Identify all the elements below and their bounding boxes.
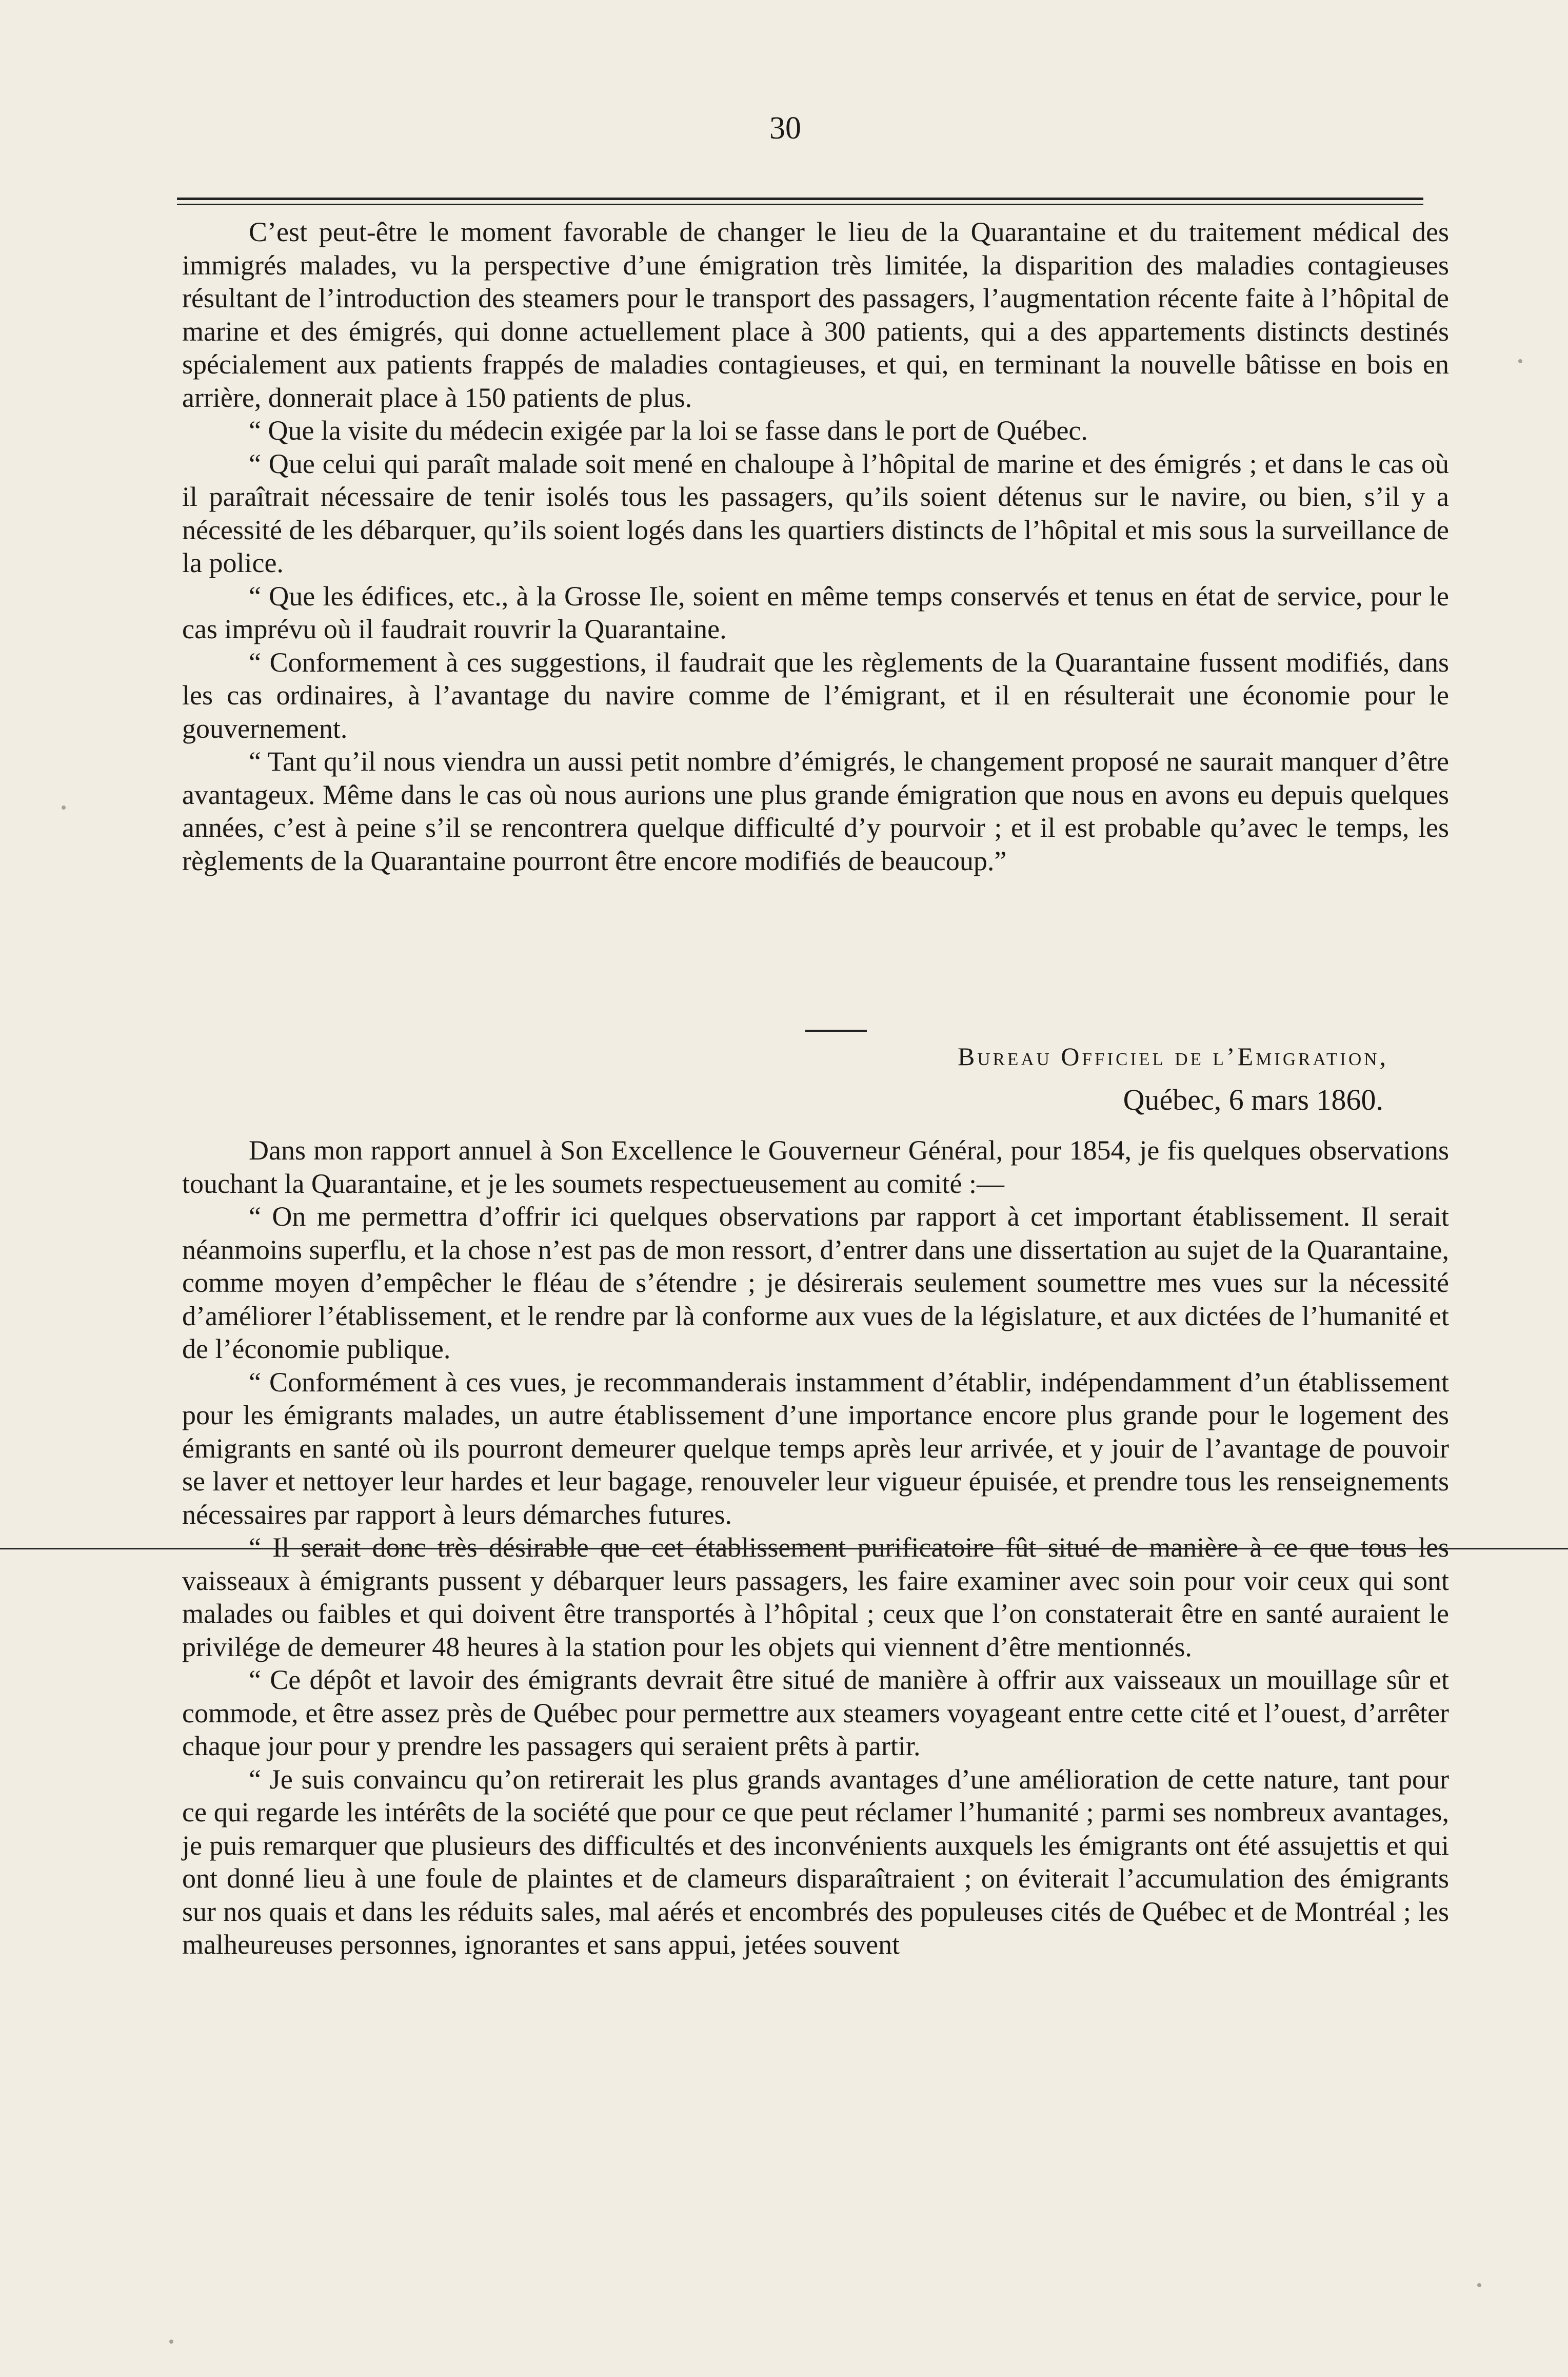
paragraph: “ Tant qu’il nous viendra un aussi petit nombre d’émigrés, le changement proposé ne saurait manquer d’être avantageux. Même dans le cas où nous aurions une plus grande émigration que nous en avons eu depuis quelques années, c’est à peine s’il se rencontrera quelque difficulté d’y pourvoir ; et il est probable qu’avec le temps, les règlements de la Quarantaine pourront être encore modifiés de beaucoup.” [182,746,1449,876]
section-divider [805,1030,867,1032]
paragraph: “ Que celui qui paraît malade soit mené en chaloupe à l’hôpital de marine et des émigrés ; et dans le cas où il paraîtrait nécessaire de tenir isolés tous les passagers, qu’ils soient détenus sur le navire, ou bien, s’il y a nécessité de les débarquer, qu’ils soient logés dans les quartiers distincts de l’hôpital et mis sous la surveillance de la police. [182,448,1449,578]
paragraph: “ Que la visite du médecin exigée par la loi se fasse dans le port de Québec. [249,415,1088,446]
scan-artifact-line [0,1548,1568,1549]
scan-speck [169,2340,173,2344]
paragraph: “ On me permettra d’offrir ici quelques observations par rapport à cet important établissement. Il serait néanmoins superflu, et la chose n’est pas de mon ressort, d’entrer dans une dissertation au sujet de la Quarantaine, comme moyen d’empêcher le fléau de s’étendre ; je désirerais seulement soumettre mes vues sur la nécessité d’améliorer l’établissement, et le rendre par là conforme aux vues de la législature, et aux dictées de l’humanité et de l’économie publique. [182,1201,1449,1364]
signature-bureau: Bureau Officiel de l’Emigration, [958,1042,1388,1071]
scan-speck [62,806,66,810]
header-rule-thick [177,198,1423,200]
paragraph: “ Que les édifices, etc., à la Grosse Ile, soient en même temps conservés et tenus en état de service, pour le cas imprévu où il faudrait rouvrir la Quarantaine. [182,580,1449,644]
scan-speck [1477,2283,1481,2287]
paragraph: “ Il serait donc très désirable que cet établissement purificatoire fût situé de manière à ce que tous les vaisseaux à émigrants pussent y débarquer leurs passagers, les faire examiner avec soin pour voir ceux qui sont malades ou faibles et qui doivent être transportés à l’hôpital ; ceux que l’on constaterait être en santé auraient le privilége de demeurer 48 heures à la station pour les objets qui viennent d’être mentionnés. [182,1532,1449,1662]
paragraph: “ Conformement à ces suggestions, il faudrait que les règlements de la Quarantaine fussent modifiés, dans les cas ordinaires, à l’avantage du navire comme de l’émigrant, et il en résulterait une économie pour le gouvernement. [182,646,1449,744]
section-1-text [182,215,1449,877]
paragraph: Dans mon rapport annuel à Son Excellence le Gouverneur Général, pour 1854, je fis quelques observations touchant la Quarantaine, et je les soumets respectueusement au comité :— [182,1135,1449,1199]
header-rule-thin [177,204,1423,205]
scan-speck [1518,359,1522,363]
signature-dateline: Québec, 6 mars 1860. [1123,1083,1383,1116]
paragraph: “ Ce dépôt et lavoir des émigrants devrait être situé de manière à offrir aux vaisseaux un mouillage sûr et commode, et être assez près de Québec pour permettre aux steamers voyageant entre cette cité et l’ouest, d’arrêter chaque jour pour y prendre les passagers qui seraient prêts à partir. [182,1664,1449,1761]
paragraph: C’est peut-être le moment favorable de changer le lieu de la Quarantaine et du traitement médical des immigrés malades, vu la perspective d’une émigration très limitée, la disparition des maladies contagieuses résultant de l’introduction des steamers pour le transport des passagers, l’augmentation récente faite à l’hôpital de marine et des émigrés, qui donne actuellement place à 300 patients, qui a des appartements distincts destinés spécialement aux patients frappés de maladies contagieuses, et qui, en terminant la nouvelle bâtisse en bois en arrière, donnerait place à 150 patients de plus. [182,217,1449,413]
page-number: 30 [769,111,801,146]
paragraph: “ Conformément à ces vues, je recommanderais instamment d’établir, indépendamment d’un établissement pour les émigrants malades, un autre établissement d’une importance encore plus grande pour le logement des émigrants en santé où ils pourront demeurer quelque temps après leur arrivée, et y jouir de l’avantage de pouvoir se laver et nettoyer leur hardes et leur bagage, renouveler leur vigueur épuisée, et prendre tous les renseignements nécessaires par rapport à leurs démarches futures. [182,1366,1449,1530]
paragraph: “ Je suis convaincu qu’on retirerait les plus grands avantages d’une amélioration de cette nature, tant pour ce qui regarde les intérêts de la société que pour ce que peut réclamer l’humanité ; parmi ses nombreux avantages, je puis remarquer que plusieurs des difficultés et des inconvénients auxquels les émigrants ont été assujettis et qui ont donné lieu à une foule de plaintes et de clameurs disparaîtraient ; on éviterait l’accumulation des émigrants sur nos quais et dans les réduits sales, mal aérés et encombrés des populeuses cités de Québec et de Montréal ; les malheureuses personnes, ignorantes et sans appui, jetées souvent [182,1763,1449,1960]
